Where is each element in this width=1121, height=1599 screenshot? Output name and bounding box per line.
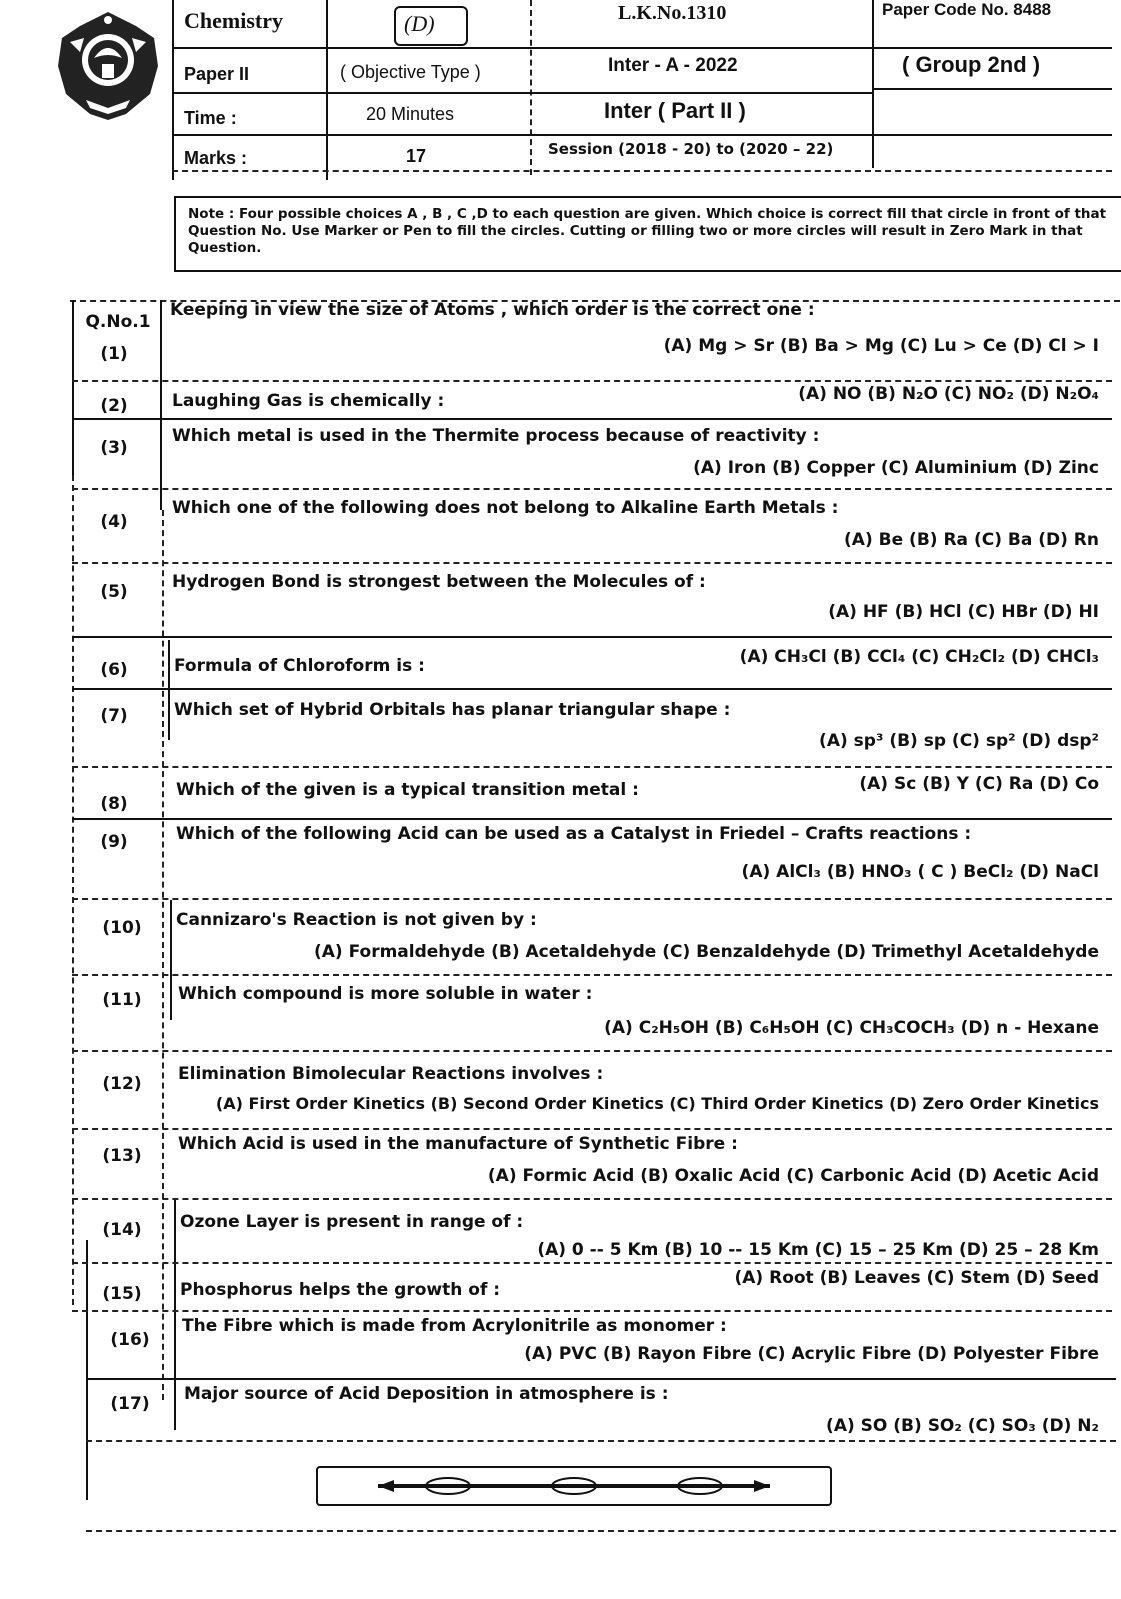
- question-number: (8): [100, 794, 128, 814]
- question-options: (A) SO (B) SO₂ (C) SO₃ (D) N₂: [826, 1416, 1099, 1436]
- question-text: Which of the given is a typical transition metal :: [176, 780, 639, 800]
- question-number: (11): [102, 990, 142, 1010]
- question-options: (A) sp³ (B) sp (C) sp² (D) dsp²: [819, 731, 1099, 751]
- question-number: (9): [100, 832, 128, 852]
- question-number: (12): [102, 1074, 142, 1094]
- question-options: (A) Formic Acid (B) Oxalic Acid (C) Carbonic Acid (D) Acetic Acid: [487, 1166, 1099, 1186]
- instructions-note: Note : Four possible choices A , B , C ,D to each question are given. Which choice is correct fill that circle in front of that Question No. Use Marker or Pen to fill the circles. Cutting or filling two or more circles will result in Zero Mark in that Question.: [188, 206, 1107, 256]
- question-options: (A) 0 -- 5 Km (B) 10 -- 15 Km (C) 15 – 25 Km (D) 25 – 28 Km: [537, 1240, 1099, 1260]
- question-text: Elimination Bimolecular Reactions involves :: [178, 1064, 604, 1084]
- question-options: (A) Root (B) Leaves (C) Stem (D) Seed: [734, 1268, 1099, 1288]
- question-text: The Fibre which is made from Acrylonitrile as monomer :: [182, 1316, 727, 1336]
- paper-label: Paper II: [184, 64, 250, 84]
- question-text: Hydrogen Bond is strongest between the Molecules of :: [172, 572, 706, 592]
- question-text: Laughing Gas is chemically :: [172, 391, 445, 411]
- exam-name: Inter - A - 2022: [608, 55, 738, 76]
- question-number: (5): [100, 582, 128, 602]
- question-text: Which Acid is used in the manufacture of Synthetic Fibre :: [178, 1134, 738, 1154]
- question-options: (A) First Order Kinetics (B) Second Order Kinetics (C) Third Order Kinetics (D) Zero Order Kinetics: [215, 1094, 1099, 1113]
- question-options: (A) C₂H₅OH (B) C₆H₅OH (C) CH₃COCH₃ (D) n - Hexane: [604, 1018, 1099, 1038]
- marks-value: 17: [406, 146, 427, 166]
- question-options: (A) Mg > Sr (B) Ba > Mg (C) Lu > Ce (D) Cl > I: [663, 336, 1099, 356]
- paper-code: Paper Code No. 8488: [882, 0, 1052, 19]
- question-number: (7): [100, 706, 128, 726]
- question-number: (16): [110, 1330, 150, 1350]
- question-number: (6): [100, 660, 128, 680]
- version-label: (D): [404, 11, 435, 36]
- part-label: Inter ( Part II ): [604, 98, 746, 123]
- lk-number: L.K.No.1310: [618, 2, 727, 24]
- question-number: (10): [102, 918, 142, 938]
- question-number-header: Q.No.1: [85, 312, 151, 332]
- question-options: (A) CH₃Cl (B) CCl₄ (C) CH₂Cl₂ (D) CHCl₃: [739, 647, 1099, 667]
- question-options: (A) Iron (B) Copper (C) Aluminium (D) Zinc: [693, 458, 1099, 478]
- subject-title: Chemistry: [184, 8, 283, 33]
- question-text: Formula of Chloroform is :: [174, 656, 425, 676]
- question-text: Which of the following Acid can be used as a Catalyst in Friedel – Crafts reactions :: [176, 824, 972, 844]
- board-emblem: [50, 8, 166, 124]
- question-options: (A) NO (B) N₂O (C) NO₂ (D) N₂O₄: [798, 384, 1099, 404]
- question-number: (14): [102, 1220, 142, 1240]
- question-options: (A) HF (B) HCl (C) HBr (D) HI: [828, 602, 1099, 622]
- question-text: Which metal is used in the Thermite process because of reactivity :: [172, 426, 820, 446]
- question-number: (17): [110, 1394, 150, 1414]
- question-options: (A) Formaldehyde (B) Acetaldehyde (C) Benzaldehyde (D) Trimethyl Acetaldehyde: [313, 942, 1099, 962]
- question-number: (13): [102, 1146, 142, 1166]
- question-text: Major source of Acid Deposition in atmosphere is :: [184, 1384, 669, 1404]
- exam-type: ( Objective Type ): [340, 62, 481, 82]
- decorative-divider: [316, 1466, 832, 1506]
- time-label: Time :: [184, 108, 237, 128]
- question-text: Cannizaro's Reaction is not given by :: [176, 910, 537, 930]
- question-options: (A) Be (B) Ra (C) Ba (D) Rn: [844, 530, 1099, 550]
- marks-label: Marks :: [184, 148, 248, 168]
- question-text: Which set of Hybrid Orbitals has planar triangular shape :: [174, 700, 731, 720]
- question-text: Which one of the following does not belong to Alkaline Earth Metals :: [172, 498, 839, 518]
- question-number: (1): [100, 344, 128, 364]
- question-text: Which compound is more soluble in water :: [178, 984, 593, 1004]
- group-label: ( Group 2nd ): [902, 52, 1041, 77]
- question-number: (15): [102, 1284, 142, 1304]
- question-number: (2): [100, 396, 128, 416]
- session-label: Session (2018 - 20) to (2020 – 22): [548, 140, 834, 158]
- question-options: (A) Sc (B) Y (C) Ra (D) Co: [859, 774, 1099, 794]
- question-number: (4): [100, 512, 128, 532]
- question-text: Phosphorus helps the growth of :: [180, 1280, 501, 1300]
- question-options: (A) PVC (B) Rayon Fibre (C) Acrylic Fibre (D) Polyester Fibre: [524, 1344, 1099, 1364]
- time-value: 20 Minutes: [366, 104, 455, 124]
- question-options: (A) AlCl₃ (B) HNO₃ ( C ) BeCl₂ (D) NaCl: [741, 862, 1099, 882]
- question-text: Ozone Layer is present in range of :: [180, 1212, 524, 1232]
- question-text: Keeping in view the size of Atoms , which order is the correct one :: [170, 300, 815, 320]
- question-number: (3): [100, 438, 128, 458]
